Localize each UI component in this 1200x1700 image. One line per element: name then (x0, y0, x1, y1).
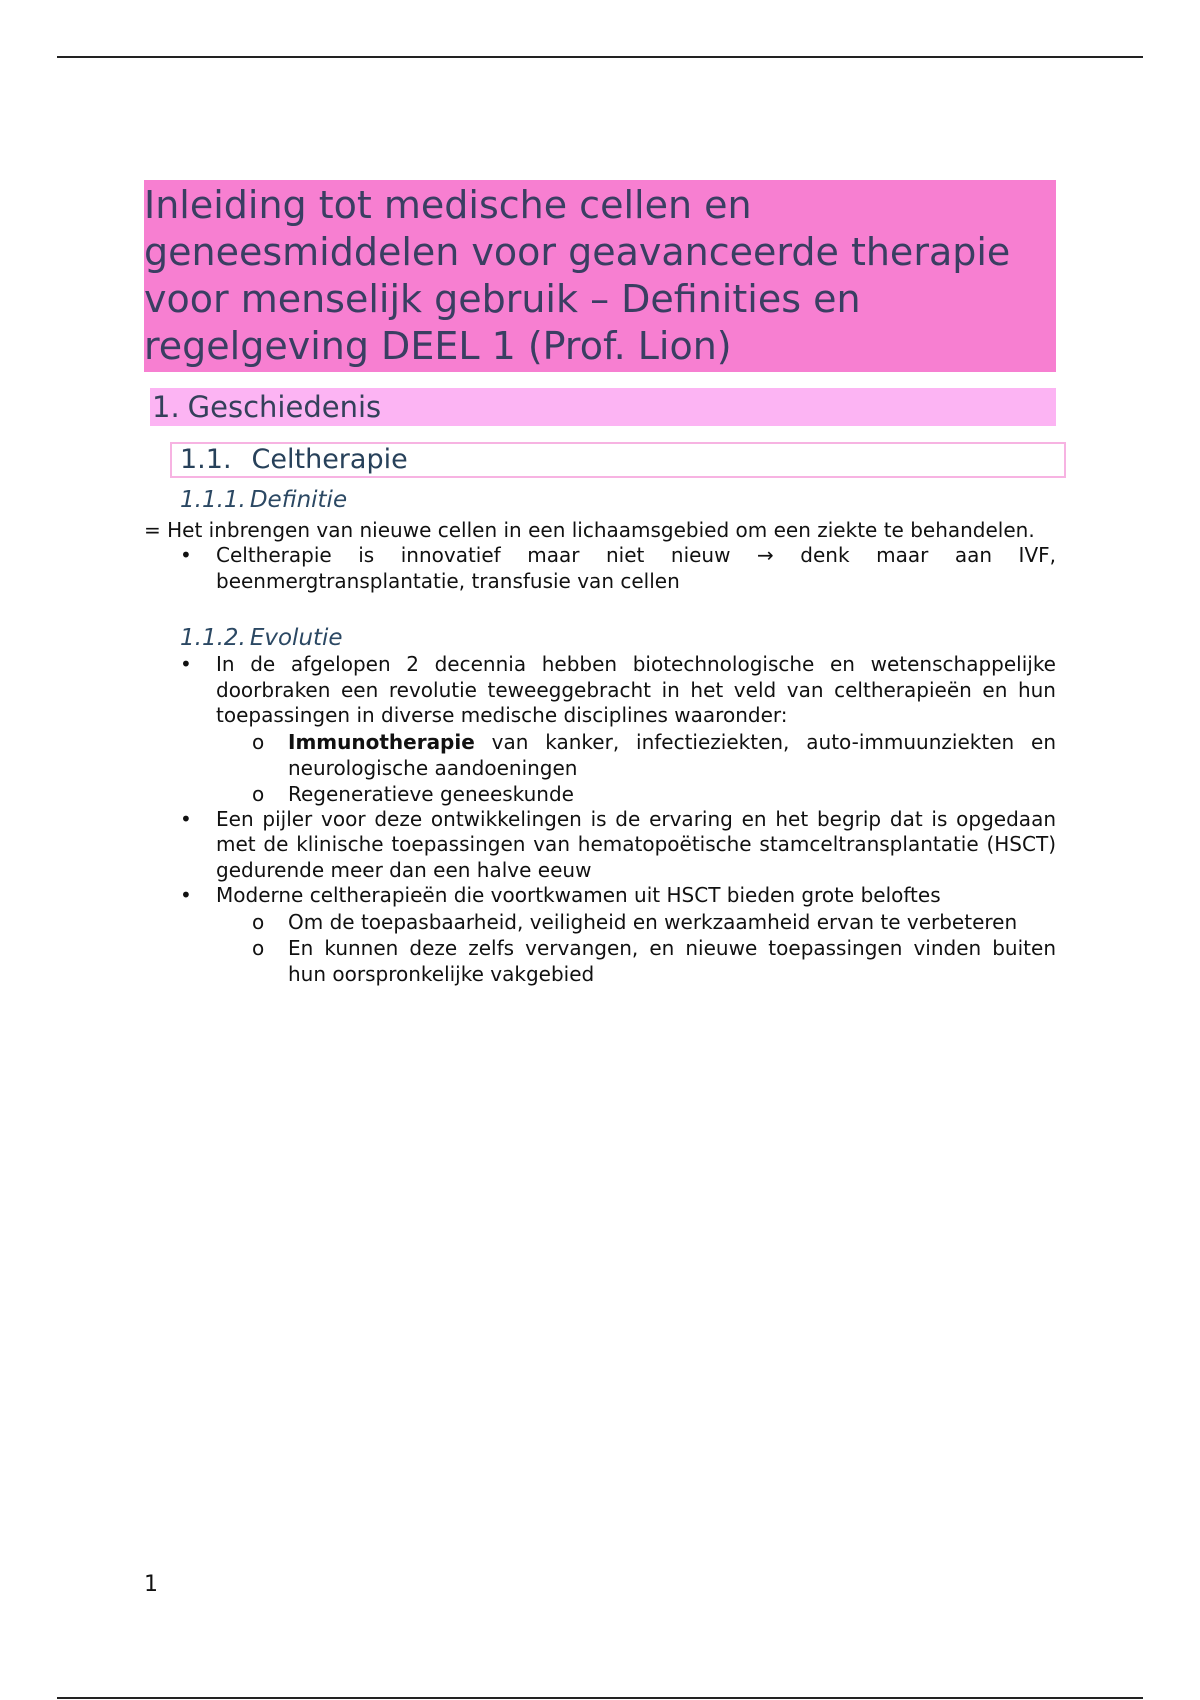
bullet-glyph: • (180, 806, 192, 831)
immunotherapie-bold-text: Immunotherapie (288, 729, 475, 754)
sub-bullet-list (216, 909, 1056, 987)
bullet-glyph: • (180, 652, 192, 676)
sub-list-item-text: Regeneratieve geneeskunde (288, 781, 574, 806)
definitie-bullet-list (144, 543, 1056, 594)
list-item-text: Moderne celtherapieën die voortkwamen uit HSCT bieden grote beloftes (216, 883, 941, 907)
header-rule (57, 56, 1143, 58)
heading-evolutie-label: Evolutie (249, 625, 343, 651)
sub-bullet-glyph: o (252, 729, 265, 754)
section-number: 1. (152, 390, 180, 424)
heading-evolutie (180, 624, 1056, 652)
sub-list-item-text: Om de toepasbaarheid, veiligheid en werkzaamheid ervan te verbeteren (288, 909, 1018, 934)
sub-bullet-glyph: o (252, 781, 265, 806)
document-body (144, 180, 1056, 987)
section-heading-geschiedenis (150, 388, 1056, 426)
sub-list-item-text: van kanker, infectieziekten, auto-immuunziekten en neurologische aandoeningen (288, 729, 1056, 780)
list-item (144, 807, 1056, 884)
list-item (144, 543, 1056, 594)
heading-definitie (180, 486, 1056, 514)
sub-list-item (216, 935, 1056, 987)
heading-evolutie-number: 1.1.2. (180, 625, 246, 651)
list-item-text: Celtherapie is innovatief maar niet nieuw → denk maar aan IVF, beenmergtransplantatie, transfusie van cellen (216, 543, 1056, 593)
list-item-text: In de afgelopen 2 decennia hebben biotechnologische en wetenschappelijke doorbraken een revolutie teweeggebracht in het veld van celtherapieën en hun toepassingen in diverse medische disciplines waaronder: (216, 652, 1056, 727)
bullet-glyph: • (180, 883, 192, 907)
sub-list-item (216, 729, 1056, 781)
definitie-text: = Het inbrengen van nieuwe cellen in een lichaamsgebied om een ziekte te behandelen. (144, 518, 1035, 542)
sub-list-item-text: En kunnen deze zelfs vervangen, en nieuwe toepassingen vinden buiten hun oorspronkelijke vakgebied (288, 935, 1056, 986)
heading-definitie-label: Definitie (249, 487, 348, 513)
list-item (144, 883, 1056, 987)
list-item-text: Een pijler voor deze ontwikkelingen is de ervaring en het begrip dat is opgedaan met de klinische toepassingen van hematopoëtische stamceltransplantatie (HSCT) gedurende meer dan een halve eeuw (216, 806, 1056, 882)
footer-rule (57, 1697, 1143, 1699)
evolutie-bullet-list (144, 652, 1056, 987)
subsection-label: Celtherapie (251, 444, 408, 475)
list-item (144, 652, 1056, 807)
section-label: Geschiedenis (187, 390, 382, 424)
sub-list-item (216, 909, 1056, 935)
page-number: 1 (144, 1572, 158, 1597)
sub-list-item (216, 781, 1056, 807)
subsection-heading-celtherapie (170, 442, 1066, 478)
subsection-number: 1.1. (180, 444, 232, 475)
bullet-glyph: • (180, 543, 192, 567)
sub-bullet-list (216, 729, 1056, 807)
sub-bullet-glyph: o (252, 935, 265, 960)
heading-definitie-number: 1.1.1. (180, 487, 246, 513)
sub-bullet-glyph: o (252, 909, 265, 934)
document-title: Inleiding tot medische cellen en geneesmiddelen voor geavanceerde therapie voor menselijk gebruik – Definities en regelgeving DEEL 1 (Prof. Lion) (144, 180, 1056, 372)
